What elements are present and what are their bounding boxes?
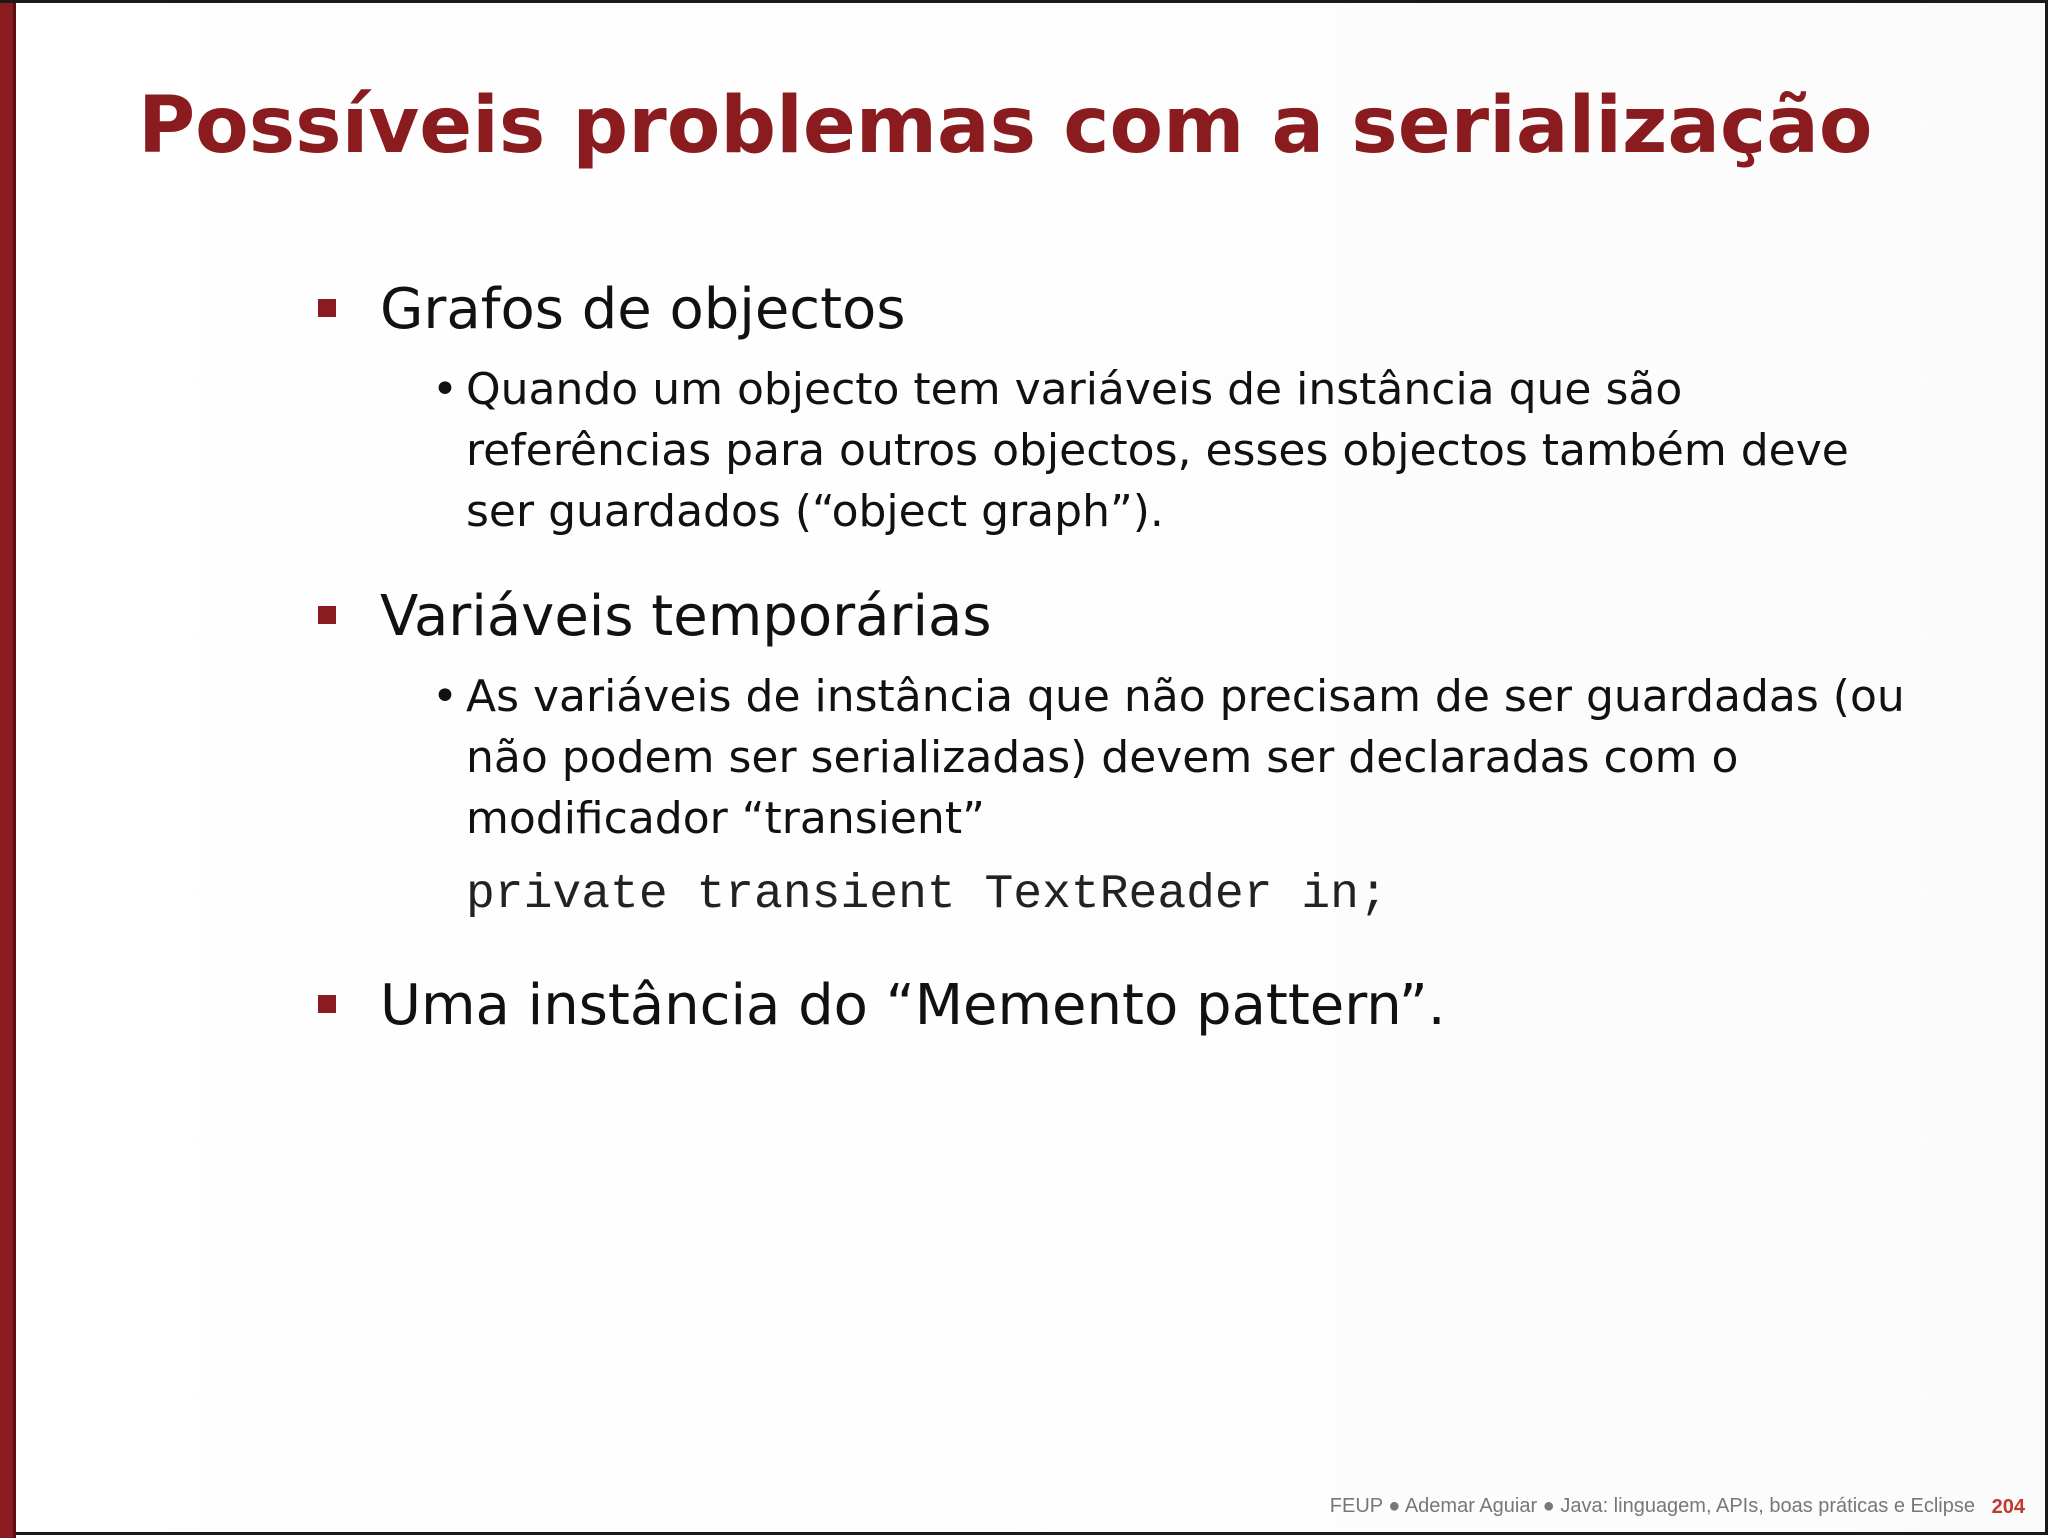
slide-left-accent-bar	[0, 3, 16, 1538]
footer-credits: FEUP ● Ademar Aguiar ● Java: linguagem, APIs, boas práticas e Eclipse	[1329, 1495, 1975, 1517]
sub-bullet-object-graph	[432, 359, 1926, 542]
bullet-memento-pattern	[318, 971, 1958, 1041]
slide-title: Possíveis problemas com a serialização	[138, 81, 1873, 171]
bullet-text: Uma instância do “Memento pattern”.	[380, 973, 1446, 1038]
bullet-grafos-de-objectos	[318, 275, 1958, 345]
round-bullet-icon: •	[432, 364, 458, 415]
square-bullet-icon	[318, 606, 336, 624]
spacer	[318, 927, 1958, 971]
sub-bullet-text: Quando um objecto tem variáveis de instância que são referências para outros objectos, esses objectos também deve ser guardados (“object graph”).	[466, 364, 1849, 537]
spacer	[318, 542, 1958, 582]
page-number: 204	[1991, 1496, 2025, 1518]
round-bullet-icon: •	[432, 671, 458, 722]
square-bullet-icon	[318, 299, 336, 317]
sub-bullet-transient	[432, 666, 1926, 849]
slide-content	[318, 275, 1958, 1041]
bullet-text: Grafos de objectos	[380, 277, 906, 342]
sub-bullet-text: As variáveis de instância que não precisam de ser guardadas (ou não podem ser serializadas) devem ser declaradas com o modificador “transient”	[466, 671, 1905, 844]
bullet-variaveis-temporarias	[318, 582, 1958, 652]
bullet-text: Variáveis temporárias	[380, 584, 992, 649]
code-example: private transient TextReader in;	[466, 868, 1388, 922]
square-bullet-icon	[318, 995, 336, 1013]
